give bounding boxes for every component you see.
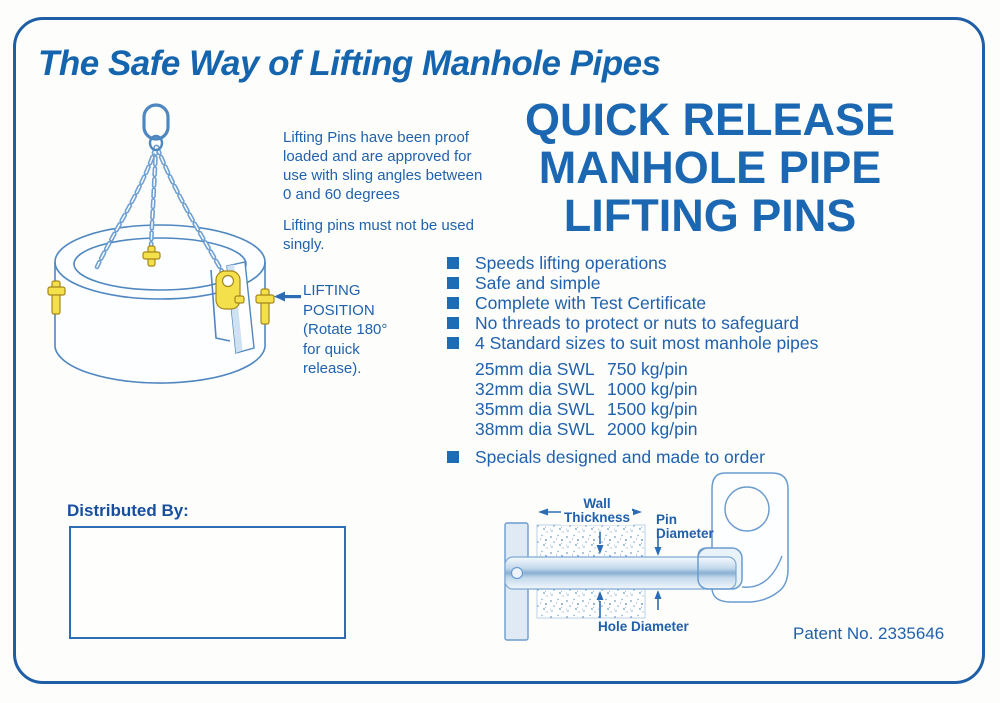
size-row (475, 399, 967, 419)
bullet-square-icon (447, 451, 459, 463)
headline-line-1: QUICK RELEASE (524, 94, 896, 145)
feature-item (447, 293, 967, 313)
manhole-ring-illustration (30, 95, 285, 395)
hole-diameter-label: Hole Diameter (598, 619, 689, 634)
pin-diameter-label: Pin Diameter (656, 512, 714, 541)
feature-item (447, 253, 967, 273)
distributed-by-label: Distributed By: (67, 501, 189, 520)
bullet-square-icon (447, 337, 459, 349)
size-row (475, 419, 967, 439)
feature-label: No threads to protect or nuts to safeguard (475, 313, 799, 333)
diagram-pin-shaft (505, 557, 736, 589)
feature-label: Speeds lifting operations (475, 253, 667, 273)
size-table (475, 359, 967, 439)
note-proof-loaded: Lifting Pins have been proof loaded and are approved for use with sling angles between 0 and 60 degrees (283, 129, 483, 203)
headline-line-3: LIFTING PINS (563, 190, 857, 241)
headline (470, 96, 950, 240)
notes-block (283, 128, 485, 254)
lifting-position-label: LIFTING POSITION (Rotate 180° for quick release). (303, 282, 388, 377)
feature-item (447, 273, 967, 293)
size-load: 2000 kg/pin (607, 419, 698, 439)
size-dia: 32mm dia SWL (475, 379, 595, 399)
bullet-square-icon (447, 277, 459, 289)
feature-item (447, 333, 967, 353)
feature-label: Safe and simple (475, 273, 601, 293)
note-not-singly: Lifting pins must not be used singly. (283, 217, 474, 253)
lifting-pin-lug (216, 271, 244, 309)
size-row (475, 359, 967, 379)
feature-item (447, 313, 967, 333)
size-dia: 35mm dia SWL (475, 399, 595, 419)
distributed-by-box (69, 526, 346, 639)
feature-label: Complete with Test Certificate (475, 293, 707, 313)
diagram-lug-hole (725, 487, 769, 531)
size-row (475, 379, 967, 399)
feature-item (447, 447, 967, 467)
feature-list (447, 253, 967, 467)
page-title: The Safe Way of Lifting Manhole Pipes (38, 44, 661, 83)
feature-label: 4 Standard sizes to suit most manhole pipes (475, 333, 819, 353)
wall-thickness-label: Wall Thickness (547, 497, 647, 525)
bullet-square-icon (447, 257, 459, 269)
size-dia: 38mm dia SWL (475, 419, 595, 439)
size-load: 750 kg/pin (607, 359, 688, 379)
master-link-icon (144, 105, 168, 150)
patent-number: Patent No. 2335646 (793, 624, 945, 643)
size-dia: 25mm dia SWL (475, 359, 595, 379)
headline-line-2: MANHOLE PIPE (538, 142, 882, 193)
size-load: 1500 kg/pin (607, 399, 698, 419)
size-load: 1000 kg/pin (607, 379, 698, 399)
feature-label: Specials designed and made to order (475, 447, 765, 467)
bullet-square-icon (447, 317, 459, 329)
left-arrow-icon (274, 290, 301, 303)
diagram-pin-hole (512, 568, 523, 579)
bullet-square-icon (447, 297, 459, 309)
